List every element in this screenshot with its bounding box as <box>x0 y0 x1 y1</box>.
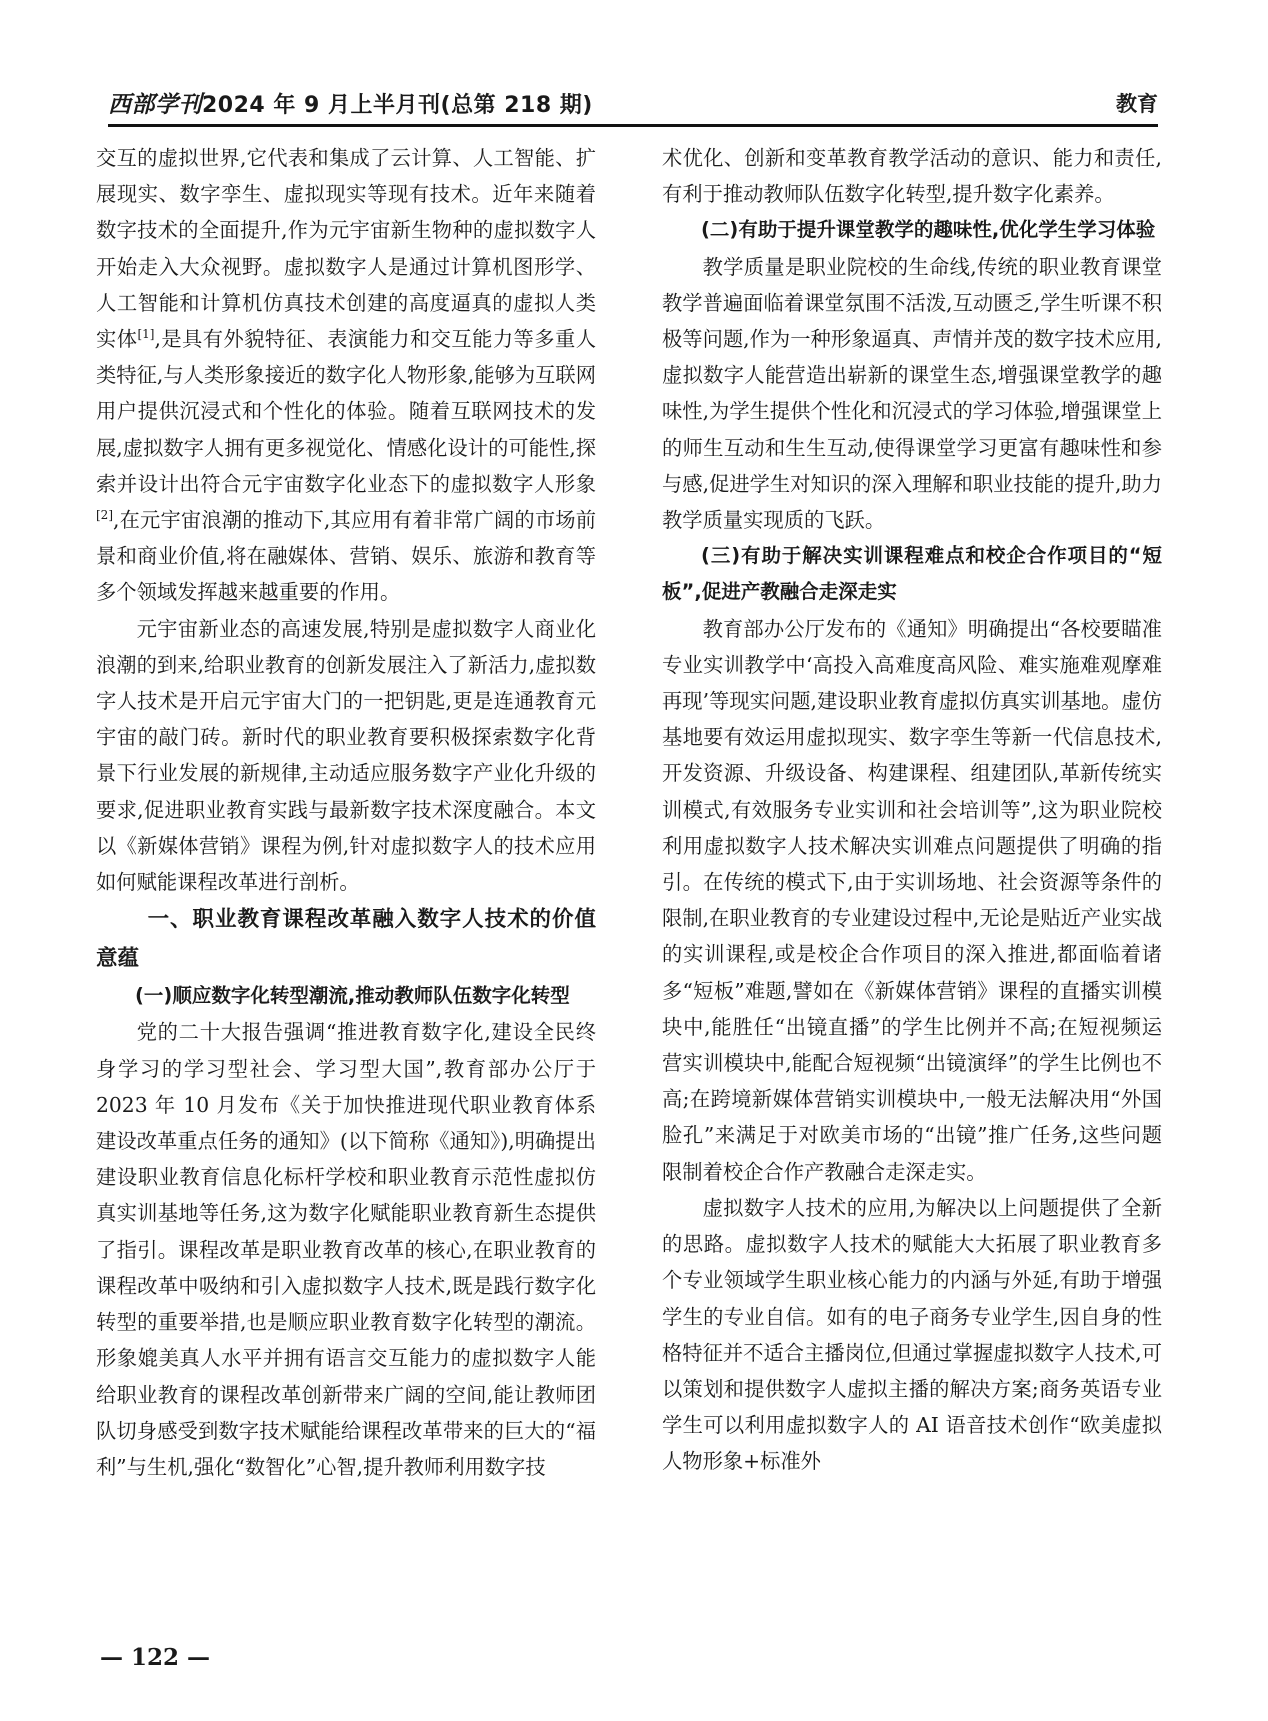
section-heading: 一、职业教育课程改革融入数字人技术的价值意蕴 <box>96 907 596 972</box>
paragraph: 虚拟数字人技术的应用,为解决以上问题提供了全新的思路。虚拟数字人技术的赋能大大拓展了职业教育多个专业领域学生职业核心能力的内涵与外延,有助于增强学生的专业自信。如有的电子商务专业学生,因自身的性格特征并不适合主播岗位,但通过掌握虚拟数字人技术,可以策划和提供数字人虚拟主播的解决方案;商务英语专业学生可以利用虚拟数字人的 AI 语音技术创作“欧美虚拟人物形象+标准外 <box>662 1195 1162 1474</box>
subsection-heading: (三)有助于解决实训课程难点和校企合作项目的“短板”,促进产教融合走深走实 <box>662 544 1162 604</box>
journal-logo: 西部学刊 <box>108 91 202 118</box>
reference-marker: [1] <box>137 327 155 342</box>
paragraph: 术优化、创新和变革教育教学活动的意识、能力和责任,有利于推动教师队伍数字化转型,提升数字化素养。 <box>662 146 1162 207</box>
reference-marker: [2] <box>96 508 113 523</box>
paragraph: 党的二十大报告强调“推进教育数字化,建设全民终身学习的学习型社会、学习型大国”,教育部办公厅于 2023 年 10 月发布《关于加快推进现代职业教育体系建设改革重点任务的通知》(以下简称《通知》),明确提出建设职业教育信息化标杆学校和职业教育示范性虚拟仿真实训基地等任务,这为数字化赋能职业教育新生态提供了指引。课程改革是职业教育改革的核心,在职业教育的课程改革中吸纳和引入虚拟数字人技术,既是践行数字化转型的重要举措,也是顺应职业教育数字化转型的潮流。形象媲美真人水平并拥有语言交互能力的虚拟数字人能给职业教育的课程改革创新带来广阔的空间,能让教师团队切身感受到数字技术赋能给课程改革带来的巨大的“福利”与生机,强化“数智化”心智,提升教师利用数字技 <box>96 1020 596 1479</box>
journal-issue: 2024 年 9 月上半月刊(总第 218 期) <box>202 93 593 118</box>
paragraph: 元宇宙新业态的高速发展,特别是虚拟数字人商业化浪潮的到来,给职业教育的创新发展注入了新活力,虚拟数字人技术是开启元宇宙大门的一把钥匙,更是连通教育元宇宙的敲门砖。新时代的职业教育要积极探索数字化背景下行业发展的新规律,主动适应服务数字产业化升级的要求,促进职业教育实践与最新数字技术深度融合。本文以《新媒体营销》课程为例,针对虚拟数字人的技术应用如何赋能课程改革进行剖析。 <box>96 616 596 895</box>
page-header <box>108 86 1158 127</box>
paragraph: 交互的虚拟世界,它代表和集成了云计算、人工智能、扩展现实、数字孪生、虚拟现实等现有技术。近年来随着数字技术的全面提升,作为元宇宙新生物种的虚拟数字人开始走入大众视野。虚拟数字人是通过计算机图形学、人工智能和计算机仿真技术创建的高度逼真的虚拟人类实体[1],是具有外貌特征、表演能力和交互能力等多重人类特征,与人类形象接近的数字化人物形象,能够为互联网用户提供沉浸式和个性化的体验。随着互联网技术的发展,虚拟数字人拥有更多视觉化、情感化设计的可能性,探索并设计出符合元宇宙数字化业态下的虚拟数字人形象[2],在元宇宙浪潮的推动下,其应用有着非常广阔的市场前景和商业价值,将在融媒体、营销、娱乐、旅游和教育等多个领域发挥越来越重要的作用。 <box>96 146 596 605</box>
paragraph: 教育部办公厅发布的《通知》明确提出“各校要瞄准专业实训教学中‘高投入高难度高风险、难实施难观摩难再现’等现实问题,建设职业教育虚拟仿真实训基地。虚仿基地要有效运用虚拟现实、数字孪生等新一代信息技术,开发资源、升级设备、构建课程、组建团队,革新传统实训模式,有效服务专业实训和社会培训等”,这为职业院校利用虚拟数字人技术解决实训难点问题提供了明确的指引。在传统的模式下,由于实训场地、社会资源等条件的限制,在职业教育的专业建设过程中,无论是贴近产业实战的实训课程,或是校企合作项目的深入推进,都面临着诸多“短板”难题,譬如在《新媒体营销》课程的直播实训模块中,能胜任“出镜直播”的学生比例并不高;在短视频运营实训模块中,能配合短视频“出镜演绎”的学生比例也不高;在跨境新媒体营销实训模块中,一般无法解决用“外国脸孔”来满足于对欧美市场的“出镜”推广任务,这些问题限制着校企合作产教融合走深走实。 <box>662 616 1162 1184</box>
left-column <box>96 140 596 1485</box>
right-column <box>662 140 1162 1480</box>
subsection-heading: (一)顺应数字化转型潮流,推动教师队伍数字化转型 <box>135 984 570 1008</box>
paragraph: 教学质量是职业院校的生命线,传统的职业教育课堂教学普遍面临着课堂氛围不活泼,互动匮乏,学生听课不积极等问题,作为一种形象逼真、声情并茂的数字技术应用,虚拟数字人能营造出崭新的课堂生态,增强课堂教学的趣味性,为学生提供个性化和沉浸式的学习体验,增强课堂上的师生互动和生生互动,使得课堂学习更富有趣味性和参与感,促进学生对知识的深入理解和职业技能的提升,助力教学质量实现质的飞跃。 <box>662 254 1162 533</box>
page-number: — 122 — <box>100 1644 211 1671</box>
section-label: 教育 <box>1116 92 1158 116</box>
journal-title <box>108 86 593 119</box>
subsection-heading: (二)有助于提升课堂教学的趣味性,优化学生学习体验 <box>701 218 1156 242</box>
